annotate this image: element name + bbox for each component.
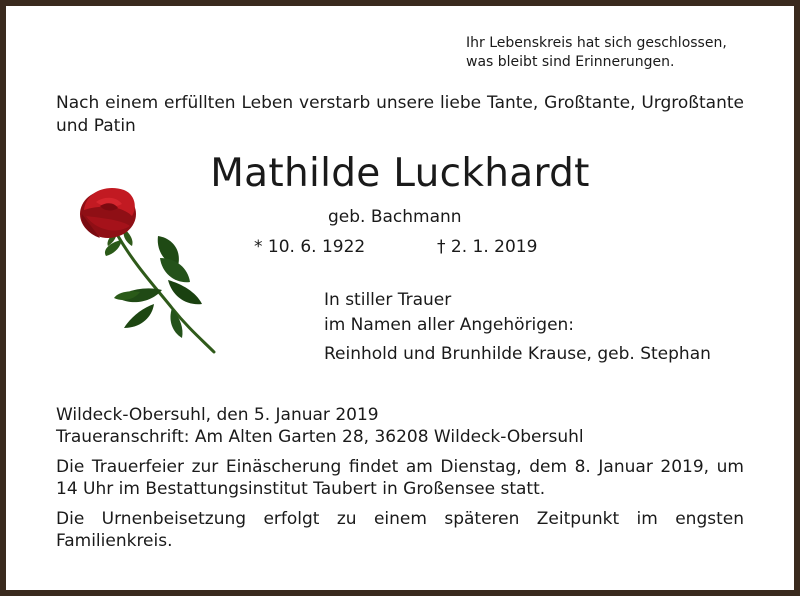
mourning-line-1: In stiller Trauer [324,290,452,310]
death-date: † 2. 1. 2019 [437,237,538,257]
motto-line-2: was bleibt sind Erinnerungen. [466,54,675,70]
mourning-address: Traueranschrift: Am Alten Garten 28, 36208 Wildeck-Obersuhl [56,427,584,447]
mourners-names: Reinhold und Brunhilde Krause, geb. Stephan [324,344,711,364]
rose-image [72,180,222,358]
intro-text: Nach einem erfüllten Leben verstarb unsere liebe Tante, Großtante, Urgroßtante und Patin [56,93,744,136]
birth-date: * 10. 6. 1922 [254,237,366,257]
mourning-text [324,288,574,338]
motto-quote [466,34,766,72]
burial-info: Die Urnenbeisetzung erfolgt zu einem späteren Zeitpunkt im engsten Familienkreis. [56,509,744,551]
mourning-line-2: im Namen aller Angehörigen: [324,315,575,335]
motto-line-1: Ihr Lebenskreis hat sich geschlossen, [466,35,727,51]
deceased-name: Mathilde Luckhardt [210,151,590,196]
place-date: Wildeck-Obersuhl, den 5. Januar 2019 [56,405,379,425]
maiden-name: geb. Bachmann [328,207,462,227]
closing-section [56,404,744,552]
ceremony-info: Die Trauerfeier zur Einäscherung findet am Dienstag, dem 8. Januar 2019, um 14 Uhr im Bestattungsinstitut Taubert in Großensee statt. [56,457,744,499]
